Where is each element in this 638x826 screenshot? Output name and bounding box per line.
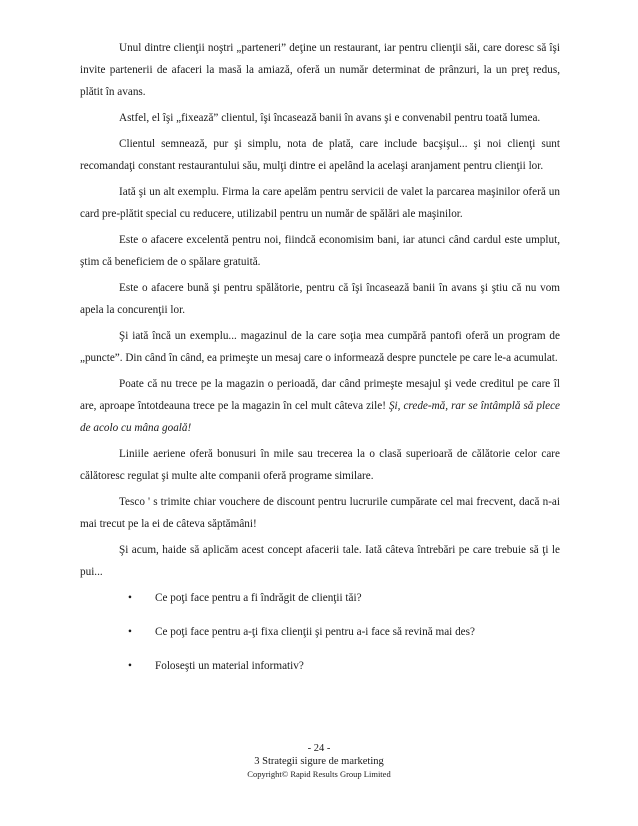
list-item — [80, 655, 560, 689]
list-item-text: Foloseşti un material informativ? — [155, 660, 304, 672]
paragraph: Şi acum, haide să aplicăm acest concept afacerii tale. Iată câteva întrebări pe care trebuie să ţi le pui... — [80, 544, 560, 578]
paragraph: Este o afacere excelentă pentru noi, fiindcă economisim bani, iar atunci când cardul este umplut, ştim că beneficiem de o spălare gratuită. — [80, 234, 560, 268]
paragraph-with-emphasis — [80, 373, 560, 439]
paragraph: Este o afacere bună şi pentru spălătorie, pentru că îşi încasează banii în avans şi ştiu că nu vom apela la concurenţii lor. — [80, 282, 560, 316]
page-footer — [0, 742, 638, 781]
bullet-icon: • — [128, 592, 132, 604]
paragraph: Iată şi un alt exemplu. Firma la care apelăm pentru servicii de valet la parcarea maşinilor oferă un card pre-plătit special cu reducere, utilizabil pentru un număr de spălări ale maşinilor. — [80, 186, 560, 220]
emphasis-text: Şi, crede-mă, rar se întâmplă să plece de acolo cu mâna goală! — [80, 400, 560, 434]
paragraph: Tesco ' s trimite chiar vouchere de discount pentru lucrurile cumpărate cel mai frecvent, dacă n-ai mai trecut pe la ei de câteva săptămâni! — [80, 496, 560, 530]
footer-title: 3 Strategii sigure de marketing — [254, 756, 384, 767]
paragraph: Liniile aeriene oferă bonusuri în mile sau trecerea la o clasă superioară de călătorie celor care călătoresc regulat şi multe alte companii oferă programe similare. — [80, 448, 560, 482]
question-list — [80, 587, 560, 689]
paragraph: Astfel, el îşi „fixează” clientul, îşi încasează banii în avans şi e convenabil pentru toată lumea. — [119, 112, 541, 124]
list-item-text: Ce poţi face pentru a-ţi fixa clienţii şi pentru a-i face să revină mai des? — [155, 626, 475, 638]
page-number: - 24 - — [307, 743, 331, 754]
paragraph: Unul dintre clienţii noştri „parteneri” deţine un restaurant, iar pentru clienţii săi, care doresc să îşi invite partenerii de afaceri la masă la amiază, oferă un număr determinat de prânzuri, la un preţ redus, plătit în avans. — [80, 42, 560, 98]
paragraph: Şi iată încă un exemplu... magazinul de la care soţia mea cumpără pantofi oferă un program de „puncte”. Din când în când, ea primeşte un mesaj care o informează despre punctele pe care le-a acumulat. — [80, 330, 560, 364]
footer-copyright: Copyright© Rapid Results Group Limited — [247, 769, 391, 779]
paragraph-lead: Poate că nu trece pe la magazin o perioadă, dar când primeşte mesajul şi vede creditul pe care îl are, aproape întotdeauna trece pe la magazin în cel mult câteva zile! — [80, 378, 560, 412]
list-item — [80, 621, 560, 655]
list-item — [80, 587, 560, 621]
body-text — [80, 37, 560, 689]
bullet-icon: • — [128, 626, 132, 638]
paragraph: Clientul semnează, pur şi simplu, nota de plată, care include bacşişul... şi noi clienţi sunt recomandaţi constant restaurantului său, mulţi dintre ei apelând la acelaşi aranjament pentru clienţii lor. — [80, 138, 560, 172]
list-item-text: Ce poţi face pentru a fi îndrăgit de clienţii tăi? — [155, 592, 362, 604]
bullet-icon: • — [128, 660, 132, 672]
